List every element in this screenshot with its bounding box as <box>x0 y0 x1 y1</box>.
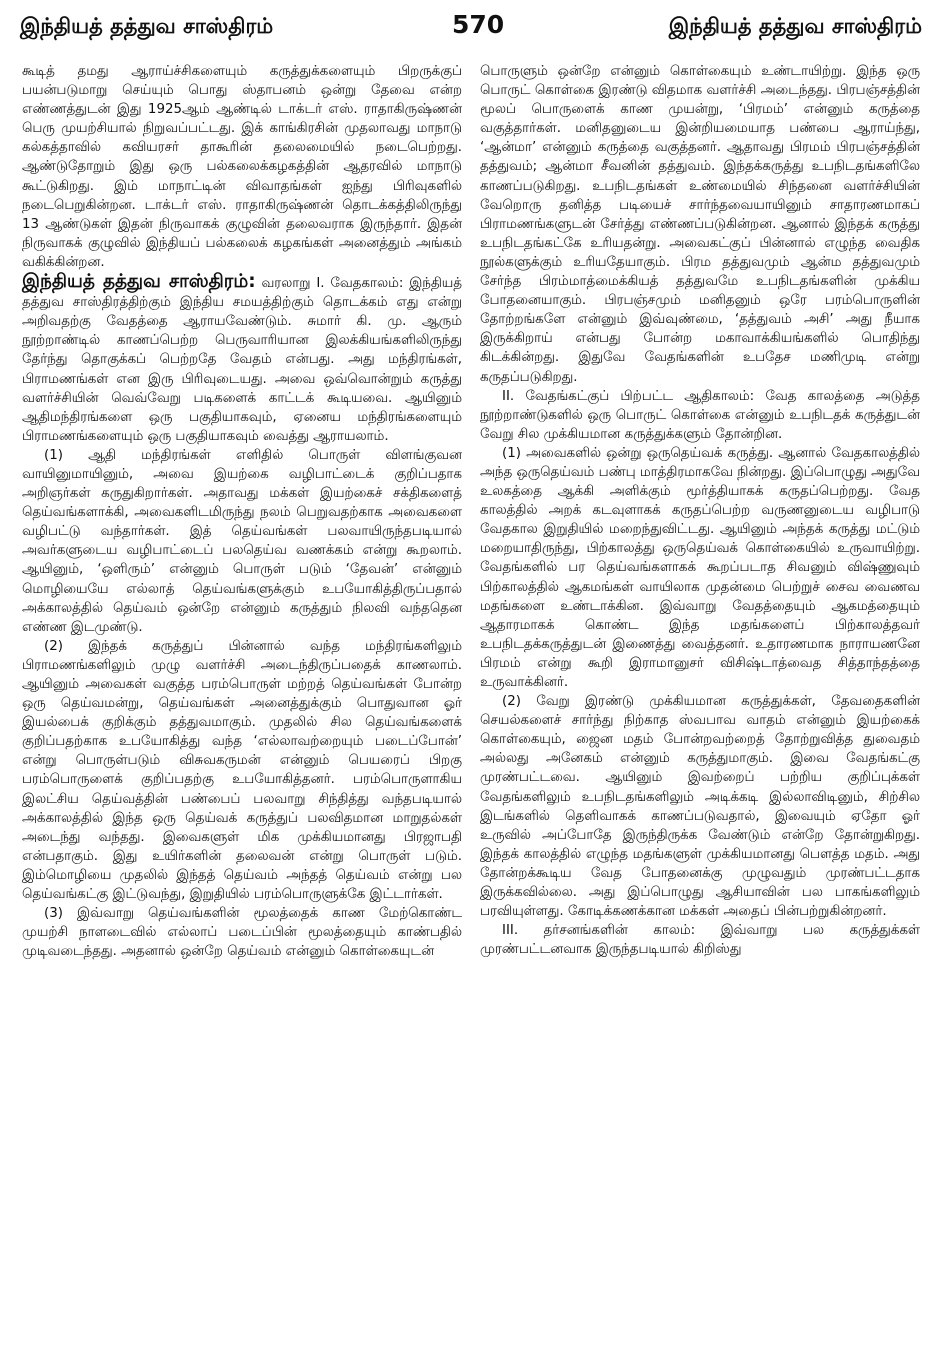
article-heading: இந்தியத் தத்துவ சாஸ்திரம்: <box>22 271 256 293</box>
running-title-right: இந்தியத் தத்துவ சாஸ்திரம் <box>668 14 922 38</box>
paragraph-later-mantras: (2) இந்தக் கருத்துப் பின்னால் வந்த மந்திரங்களிலும் பிராமணங்களிலும் முழு வளர்ச்சி அடைந்திருப்பதைக் காணலாம். ஆயினும் அவைகள் வகுத்த பரம்பொருள் மற்றத் தெய்வங்கள் போன்ற ஒரு தெய்வமன்று, தெய்வங்கள் அனைத்துக்கும் பொதுவான ஓர் இயல்பைக் குறிக்கும் தத்துவமாகும். முதலில் சில தெய்வங்களைக் குறிப்பதற்காக உபயோகித்து வந்த ‘எல்லாவற்றையும் படைப்போன்’ என்று பொருள்படும் விசுவகருமன் என்னும் பெயரைப் பிறகு பரம்பொருளைக் குறிப்பதற்கு உபயோகித்தனர். பரம்பொருளாகிய இலட்சிய தெய்வத்தின் பண்பைப் பலவாறு சிந்தித்து வந்தபடியால் அக்காலத்தில் இந்த ஒரு தெய்வக் கருத்துப் பலவிதமான மாறுதல்கள் அடைந்து வந்தது. இவைகளுள் மிக முக்கியமானது பிரஜாபதி என்பதாகும். இது உயிர்களின் தலைவன் என்று பொருள் படும். இம்மொழியை முதலில் இந்தத் தெய்வம் அந்தத் தெய்வம் என்று பல தெய்வங்கட்கு இட்டுவந்து, இறுதியில் பரம்பொருளுக்கே இட்டார்கள். <box>22 638 462 903</box>
paragraph-darshanas: III. தர்சனங்களின் காலம்: இவ்வாறு பல கருத்துக்கள் முரண்பட்டனவாக இருந்தபடியால் கிறிஸ்து <box>480 923 920 958</box>
paragraph-congress: கூடித் தமது ஆராய்ச்சிகளையும் கருத்துக்களையும் பிறருக்குப் பயன்படுமாறு செய்யும் பொது ஸ்தாபனம் ஒன்று தேவை என்ற எண்ணத்துடன் இது 1925ஆம் ஆண்டில் டாக்டர் எஸ். ராதாகிருஷ்ணன் பெரு முயற்சியால் நிறுவப்பட்டது. இக் காங்கிரசின் முதலாவது மாநாடு கல்கத்தாவில் கவியரசர் தாகூரின் தலைமையில் நடைபெற்றது. ஆண்டுதோறும் இது ஒரு பல்கலைக்கழகத்தின் ஆதரவில் மாநாடு கூட்டுகிறது. இம் மாநாட்டின் விவாதங்கள் ஐந்து பிரிவுகளில் நடைபெறுகின்றன. டாக்டர் எஸ். ராதாகிருஷ்ணன் தொடக்கத்திலிருந்து 13 ஆண்டுகள் இதன் நிருவாகக் குழுவின் தலைவராக இருந்தார். இதன் நிருவாகக் குழுவில் இந்தியப் பல்கலைக் கழகங்கள் அனைத்தும் அங்கம் வகிக்கின்றன. <box>22 64 462 270</box>
paragraph-brahman-atman: பொருளும் ஒன்றே என்னும் கொள்கையும் உண்டாயிற்று. இந்த ஒரு பொருட் கொள்கை இரண்டு விதமாக வளர்ச்சி அடைந்தது. பிரபஞ்சத்தின் மூலப் பொருளைக் காண முயன்று, ‘பிரமம்’ என்னும் கருத்தை வகுத்தார்கள். மனிதனுடைய இன்றியமையாத பண்பை ஆராய்ந்து, ‘ஆன்மா’ என்னும் கருத்தை வகுத்தனர். ஆதாவது பிரமம் பிரபஞ்சத்தின் தத்துவம்; ஆன்மா சீவனின் தத்துவம். இந்தக்கருத்து உபநிடதங்களிலே காணப்படுகிறது. உபநிடதங்கள் உண்மையில் சிந்தனை வளர்ச்சியின் வேறொரு தனித்த படியைச் சார்ந்தவையாயினும் சாதாரணமாகப் பிராமணங்களுடன் சேர்த்து எண்ணப்படுகின்றன. ஆனால் இந்தக் கருத்து உபநிடதங்கட்கே உரியதன்று. அவைகட்குப் பின்னால் எழுந்த வைதிக நூல்களுக்கும் உரியதேயாகும். பிரம தத்துவமும் ஆன்ம தத்துவமும் சேர்ந்த பிரம்மாத்மைக்கியத் தத்துவமே உபநிடதங்களின் முக்கிய போதனையாகும். பிரபஞ்சமும் மனிதனும் ஒரே பரம்பொருளின் தோற்றங்களே என்னும் இவ்வுண்மை, ‘தத்துவம் அசி’ அது நீயாக இருக்கிறாய் என்பது போன்ற மகாவாக்கியங்களில் பொதிந்து கிடக்கின்றது. இதுவே வேதங்களின் உபதேச மணிமுடி என்று கருதப்படுகிறது. <box>480 64 920 385</box>
page-header <box>20 8 922 48</box>
paragraph-origin-search: (3) இவ்வாறு தெய்வங்களின் மூலத்தைக் காண மேற்கொண்ட முயற்சி நாளடைவில் எல்லாப் படைப்பின் மூலத்தையும் காண்பதில் முடிவடைந்தது. அதனால் ஒன்றே தெய்வம் என்னும் கொள்கையுடன் <box>22 906 462 960</box>
paragraph-early-mantras: (1) ஆதி மந்திரங்கள் எளிதில் பொருள் விளங்குவன வாயினுமாயினும், அவை இயற்கை வழிபாட்டைக் குறிப்பதாக அறிஞர்கள் கருதுகிறார்கள். அதாவது மக்கள் இயற்கைச் சக்திகளைத் தெய்வங்களாக்கி, அவைகளிடமிருந்து நலம் பெறுவதற்காக அவைகளை வழிபட்டு வந்தார்கள். இத் தெய்வங்கள் பலவாயிருந்தபடியால் அவர்களுடைய வழிபாட்டைப் பலதெய்வ வணக்கம் என்று கூறலாம். ஆயினும், ‘ஒளிரும்’ என்னும் பொருள் படும் ‘தேவன்’ என்னும் மொழியையே எல்லாத் தெய்வங்களுக்கும் உபயோகித்திருப்பதால் அக்காலத்தில் தெய்வம் ஒன்றே என்னும் கருத்தும் நிலவி வந்ததென எண்ண இடமுண்டு. <box>22 447 462 635</box>
paragraph-vedic-period <box>22 272 462 446</box>
paragraph-monotheism: (1) அவைகளில் ஒன்று ஒருதெய்வக் கருத்து. ஆனால் வேதகாலத்தில் அந்த ஒருதெய்வம் பண்பு மாத்திரமாகவே நின்றது. இப்பொழுது அதுவே உலகத்தை ஆக்கி அளிக்கும் மூர்த்தியாகக் கருதப்பெற்றது. வேத காலத்தில் அறக் கடவுளாகக் கருதப்பெற்ற வருணனுடைய வழிபாடு வேதகால இறுதியில் மறைந்துவிட்டது. ஆயினும் அந்தக் கருத்து மட்டும் மறையாதிருந்து, பிற்காலத்து ஒருதெய்வக் கொள்கையில் உருவாயிற்று. வேதங்களில் பர தெய்வங்களாகக் கூறப்படாத சிவனும் விஷ்ணுவும் பிற்காலத்தில் ஆகமங்கள் வாயிலாக முதன்மை பெற்றுச் சைவ வைணவ மதங்களை உண்டாக்கின. இவ்வாறு வேதத்தையும் ஆகமத்தையும் ஆதாரமாகக் கொண்ட இந்த மதங்களைப் பிற்காலத்தவர் உபநிடதக்கருத்துடன் இணைத்து வைத்தனர். உதாரணமாக நாராயணனே பிரமம் என்று கூறி இராமானுசர் விசிஷ்டாத்வைத சித்தாந்தத்தை உருவாக்கினர். <box>480 445 920 690</box>
running-title-left: இந்தியத் தத்துவ சாஸ்திரம் <box>20 14 274 38</box>
right-column <box>480 62 920 959</box>
page-number: 570 <box>452 10 505 39</box>
paragraph-vedic-period-text: வரலாறு I. வேதகாலம்: இந்தியத் தத்துவ சாஸ்திரத்திற்கும் இந்திய சமயத்திற்கும் தொடக்கம் எது என்று அறிவதற்கு வேதத்தை ஆராயவேண்டும். சுமார் கி. மு. ஆரும் நூற்றாண்டில் காணப்பெற்ற பெருவாரியான இலக்கியங்களிலிருந்து தேர்ந்து தொகுக்கப் பெற்றதே வேதம் என்பது. அது மந்திரங்கள், பிராமணங்கள் என இரு பிரிவுடையது. அவை ஒவ்வொன்றும் கருத்து வளர்ச்சியின் வெவ்வேறு படிகளைக் காட்டக் கூடியவை. ஆயினும் ஆதிமந்திரங்களை ஒரு பகுதியாகவும், ஏனைய மந்திரங்களையும் பிராமணங்களையும் ஒரு பகுதியாகவும் வைத்து ஆராயலாம். <box>22 276 462 444</box>
left-column <box>22 62 462 961</box>
paragraph-other-ideas: (2) வேறு இரண்டு முக்கியமான கருத்துக்கள், தேவதைகளின் செயல்களைச் சார்ந்து நிற்காத ஸ்வபாவ வாதம் என்னும் இயற்கைக் கொள்கையும், ஜைன மதம் போன்றவற்றைத் தோற்றுவித்த துவைதம் அல்லது அனேகம் என்னும் கருத்துமாகும். இவை வேதங்கட்கு முரண்பட்டவை. ஆயினும் இவற்றைப் பற்றிய குறிப்புக்கள் வேதங்களிலும் உபநிடதங்களிலும் அடிக்கடி இல்லாவிடினும், சிற்சில இடங்களில் தெளிவாகக் காணப்படுவதால், இவையும் ஏதோ ஓர் உருவில் அப்போதே இருந்திருக்க வேண்டும் என்றே தோன்றுகிறது. இந்தக் காலத்தில் எழுந்த மதங்களுள் முக்கியமானது பௌத்த மதம். அது தோன்றக்கூடிய வேத போதனைக்கு முழுவதும் முரண்பட்டதாக இருக்கவில்லை. அது இப்பொழுது ஆசியாவின் பல பாகங்களிலும் பரவியுள்ளது. கோடிக்கணக்கான மக்கள் அதைப் பின்பற்றுகின்றனர். <box>480 694 920 920</box>
paragraph-post-vedic: II. வேதங்கட்குப் பிற்பட்ட ஆதிகாலம்: வேத காலத்தை அடுத்த நூற்றாண்டுகளில் ஒரு பொருட் கொள்கை என்னும் உபநிடதக் கருத்துடன் வேறு சில முக்கியமான கருத்துக்களும் தோன்றின. <box>480 388 920 442</box>
